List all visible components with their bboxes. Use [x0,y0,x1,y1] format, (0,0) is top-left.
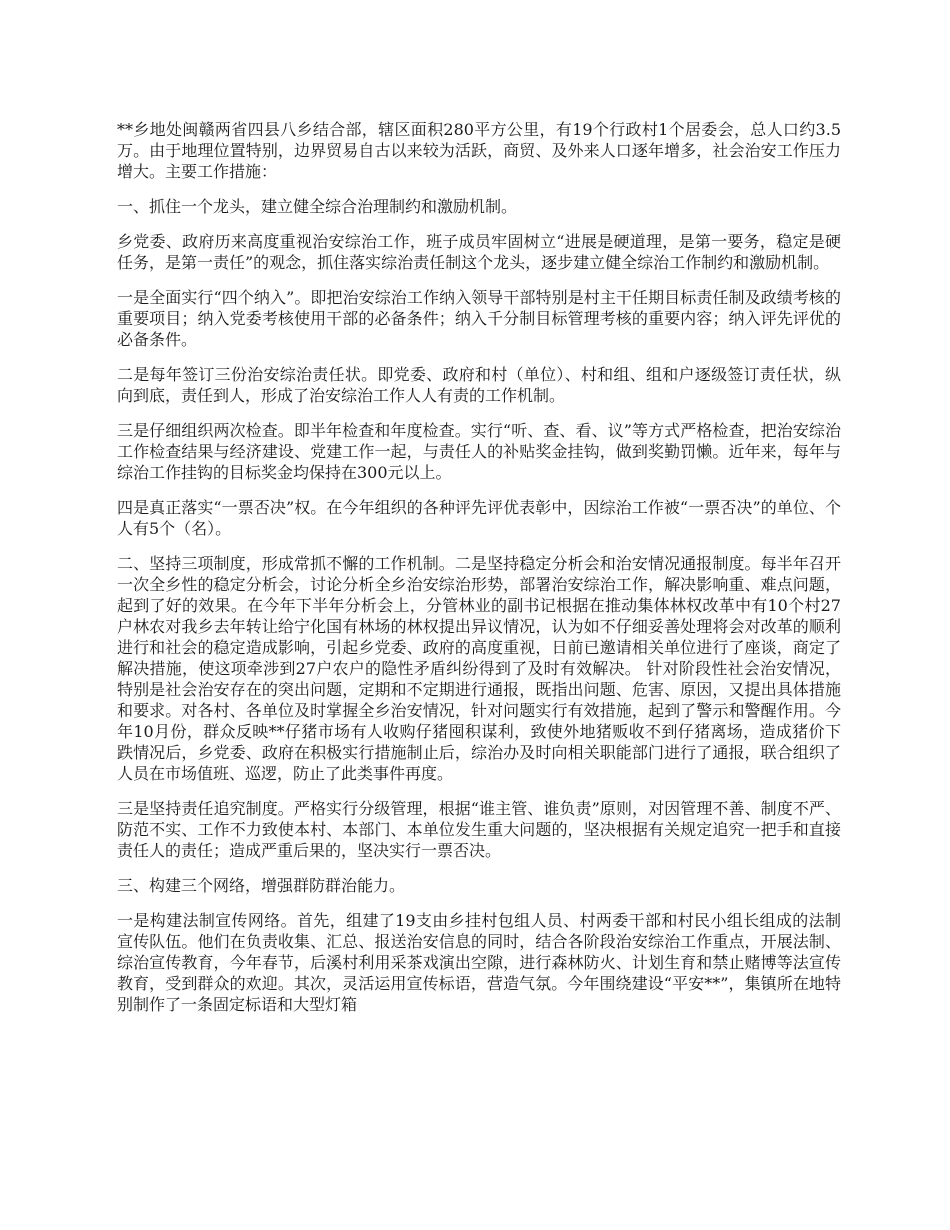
paragraph-two-inspections: 三是仔细组织两次检查。即半年检查和年度检查。实行“听、查、看、议”等方式严格检查，把治安综治工作检查结果与经济建设、党建工作一起，与责任人的补贴奖金挂钩，做到奖勤罚懒。近年来，每年与综治工作挂钩的目标奖金均保持在300元以上。 [117,421,841,482]
paragraph-responsibility-letters: 二是每年签订三份治安综治责任状。即党委、政府和村（单位）、村和组、组和户逐级签订责任状，纵向到底，责任到人，形成了治安综治工作人人有责的工作机制。 [117,365,841,405]
document-page [117,119,841,1015]
paragraph-one-vote-veto: 四是真正落实“一票否决”权。在今年组织的各种评先评优表彰中，因综治工作被“一票否决”的单位、个人有5个（名）。 [117,498,841,538]
paragraph-intro: **乡地处闽赣两省四县八乡结合部，辖区面积280平方公里，有19个行政村1个居委会，总人口约3.5万。由于地理位置特别，边界贸易自古以来较为活跃，商贸、及外来人口逐年增多，社会治安工作压力增大。主要工作措施： [117,120,841,181]
paragraph-accountability: 三是坚持责任追究制度。严格实行分级管理，根据“谁主管、谁负责”原则，对因管理不善、制度不严、防范不实、工作不力致使本村、本部门、本单位发生重大问题的，坚决根据有关规定追究一把手和直接责任人的责任；造成严重后果的，坚决实行一票否决。 [117,799,841,860]
paragraph-section2: 二、坚持三项制度，形成常抓不懈的工作机制。二是坚持稳定分析会和治安情况通报制度。每半年召开一次全乡性的稳定分析会，讨论分析全乡治安综治形势，部署治安综治工作，解决影响重、难点问题，起到了好的效果。在今年下半年分析会上，分管林业的副书记根据在推动集体林权改革中有10个村27户林农对我乡去年转让给宁化国有林场的林权提出异议情况，认为如不仔细妥善处理将会对改革的顺利进行和社会的稳定造成影响，引起乡党委、政府的高度重视，日前已邀请相关单位进行了座谈，商定了解决措施，使这项牵涉到27户农户的隐性矛盾纠纷得到了及时有效解决。 针对阶段性社会治安情况，特别是社会治安存在的突出问题，定期和不定期进行通报，既指出问题、危害、原因，又提出具体措施和要求。对各村、各单位及时掌握全乡治安情况，针对问题实行有效措施，起到了警示和警醒作用。今年10月份，群众反映**仔猪市场有人收购仔猪囤积谋利，致使外地猪贩收不到仔猪离场，造成猪价下跌情况后，乡党委、政府在积极实行措施制止后，综治办及时向相关职能部门进行了通报，联合组织了人员在市场值班、巡逻，防止了此类事件再度。 [117,554,841,783]
paragraph-four-inclusions: 一是全面实行“四个纳入”。即把治安综治工作纳入领导干部特别是村主干任期目标责任制及政绩考核的重要项目；纳入党委考核使用干部的必备条件；纳入千分制目标管理考核的重要内容；纳入评先评优的必备条件。 [117,288,841,349]
section-heading-1: 一、抓住一个龙头，建立健全综合治理制约和激励机制。 [117,197,518,216]
paragraph-section1-overview: 乡党委、政府历来高度重视治安综治工作，班子成员牢固树立“进展是硬道理，是第一要务，稳定是硬任务，是第一责任”的观念，抓住落实综治责任制这个龙头，逐步建立健全综治工作制约和激励机制。 [117,232,841,272]
section-heading-3: 三、构建三个网络，增强群防群治能力。 [117,876,406,895]
paragraph-legal-publicity: 一是构建法制宣传网络。首先，组建了19支由乡挂村包组人员、村两委干部和村民小组长组成的法制宣传队伍。他们在负责收集、汇总、报送治安信息的同时，结合各阶段治安综治工作重点，开展法制、综治宣传教育，今年春节，后溪村利用采茶戏演出空隙，进行森林防火、计划生育和禁止赌博等法宣传教育，受到群众的欢迎。其次，灵活运用宣传标语，营造气氛。今年围绕建设“平安**”，集镇所在地特别制作了一条固定标语和大型灯箱 [117,911,841,1014]
